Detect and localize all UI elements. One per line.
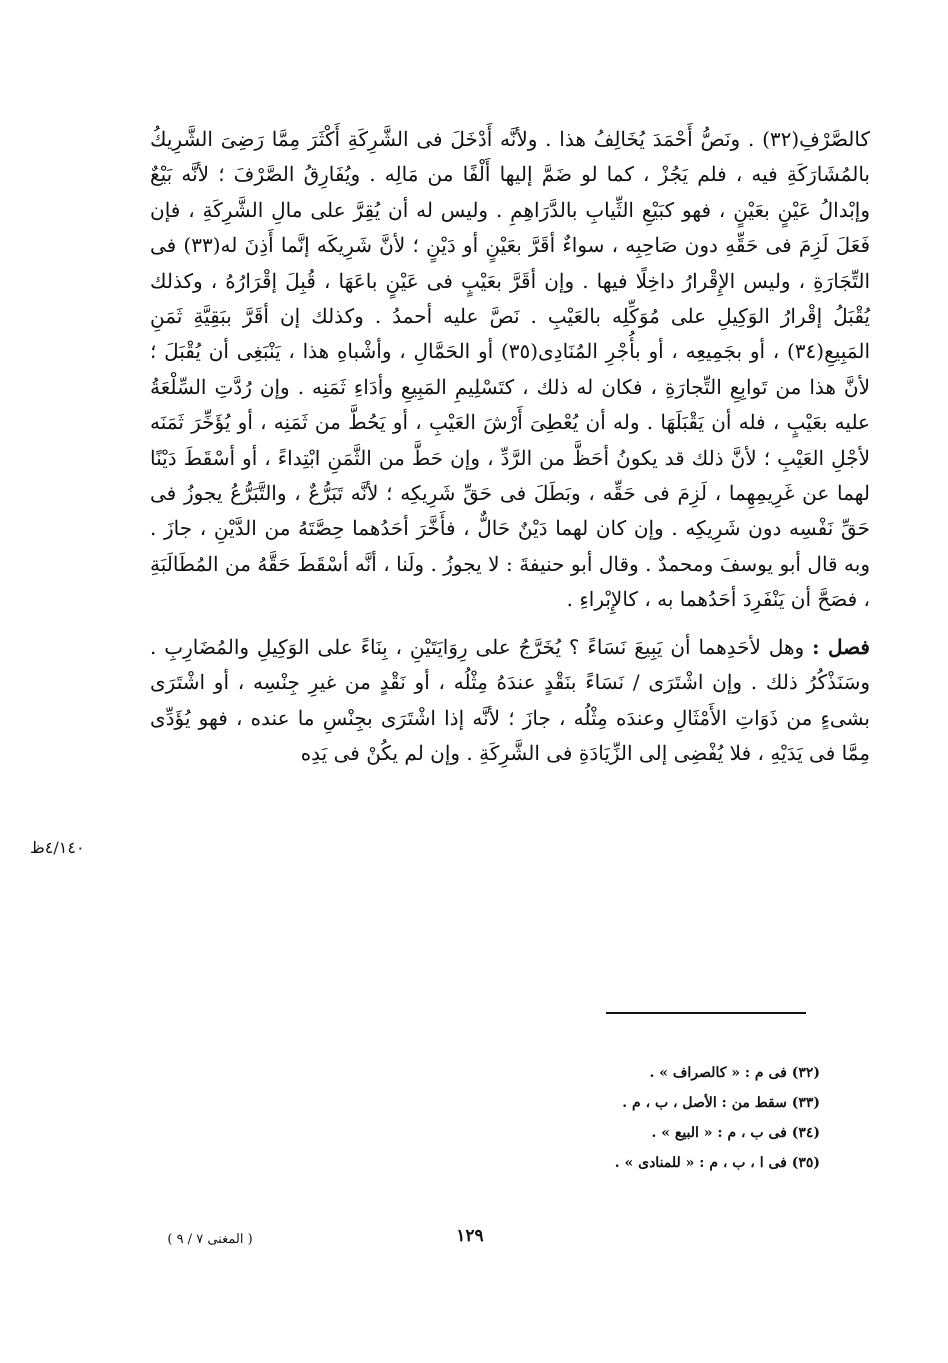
margin-reference: ٤/١٤٠ظ bbox=[30, 838, 85, 857]
paragraph-1: كالصَّرْفِ(٣٢) . ونَصُّ أَحْمَدَ يُخَالِفُ هذا . ولأنَّه أَدْخَلَ فى الشَّرِكَةِ أَكْثَرَ مِمَّا رَضِىَ الشَّرِيكُ بالمُشَارَكَةِ فيه ، فلم يَجُزْ ، كما لو ضَمَّ إليها أَلْفًا من مَالِه . ويُفَارِقُ الصَّرْفَ ؛ لأنَّه بَيْعٌ وإبْدالُ عَيْنٍ بعَيْنٍ ، فهو كبَيْعِ الثِّيابِ بالدَّرَاهِمِ . وليس له أن يُقِرَّ على مالِ الشَّرِكَةِ ، فإن فَعَلَ لَزِمَ فى حَقِّهِ دون صَاحِبِه ، سواءٌ أقَرَّ بعَيْنٍ أو دَيْنٍ ؛ لأنَّ شَرِيكَه إنَّما أَذِنَ له(٣٣) فى التِّجَارَةِ ، وليس الإِقْرارُ داخِلًا فيها . وإن أقَرَّ بعَيْبٍ فى عَيْنٍ باعَهَا ، قُبِلَ إقْرَارُهُ ، وكذلك يُقْبَلُ إقْرارُ الوَكِيلِ على مُوَكِّلِه بالعَيْبِ . نَصَّ عليه أحمدُ . وكذلك إن أقَرَّ ببَقِيَّةِ ثَمَنِ المَبِيعِ(٣٤) ، أو بجَمِيعِه ، أو بأُجْرِ المُنَادِى(٣٥) أو الحَمَّالِ ، وأشْباهِ هذا ، يَنْبَغِى أن يُقْبَلَ ؛ لأنَّ هذا من تَوابِعِ التِّجارَةِ ، فكان له ذلك ، كتَسْلِيمِ المَبِيعِ وأدَاءِ ثَمَنِه . وإن رُدَّتِ السِّلْعَةُ عليه بعَيْبٍ ، فله أن يَقْبَلَهَا . وله أن يُعْطِىَ أَرْشَ العَيْبِ ، أو يَحُطَّ من ثَمَنِه ، أو يُؤَخِّرَ ثَمَنَه لأجْلِ العَيْبِ ؛ لأنَّ ذلك قد يكونُ أحَظَّ من الرَّدِّ ، وإن حَطَّ من الثَّمَنِ ابْتِداءً ، أو أسْقَطَ دَيْنًا لهما عن غَرِيمِهِما ، لَزِمَ فى حَقِّه ، وبَطَلَ فى حَقِّ شَرِيكِه ؛ لأنَّه تَبَرُّعٌ ، والتَّبَرُّعُ يجوزُ فى حَقِّ نَفْسِه دون شَرِيكِه . وإن كان لهما دَيْنٌ حَالٌّ ، فأَخَّرَ أحَدُهما حِصَّتَهُ من الدَّيْنِ ، جازَ . وبه قال أبو يوسفَ ومحمدٌ . وقال أبو حنيفةَ : لا يجوزُ . ولَنا ، أنَّه أسْقَطَ حَقَّهُ من المُطَالَبَةِ ، فصَحَّ أن يَنْفَرِدَ أحَدُهما به ، كالإِبْراءِ . bbox=[150, 127, 871, 612]
footnote-item: (٣٤) فى ب ، م : « البيع » . bbox=[651, 1125, 820, 1141]
paragraph-2-text: وهل لأحَدِهما أن يَبِيعَ نَسَاءً ؟ يُخَرَّجُ على رِوَايَتَيْنِ ، بِنَاءً على الوَكِيلِ والمُضَارِبِ . وسَنَذْكُرُ ذلك . وإن اشْتَرَى / نَسَاءً بنَقْدٍ عندَهُ مِثْلُه ، أو نَقْدٍ من غيرِ جِنْسِه ، أو اشْتَرَى بشىءٍ من ذَوَاتِ الأَمْثَالِ وعندَه مِثْلُه ، جازَ ؛ لأنَّه إذا اشْتَرَى بجِنْسِ ما عنده ، فهو يُؤَدِّى مِمَّا فى يَدَيْهِ ، فلا يُفْضِى إلى الزِّيَادَةِ فى الشَّرِكَةِ . وإن لم يكُنْ فى يَدِه bbox=[150, 634, 870, 765]
paragraph-2 bbox=[150, 630, 870, 772]
book-signature: ( المغنى ٧ / ٩ ) bbox=[167, 1232, 253, 1247]
section-heading: فصل : bbox=[812, 634, 870, 659]
footnote-item: (٣٥) فى ا ، ب ، م : « للمنادى » . bbox=[614, 1155, 820, 1171]
footnote-separator bbox=[606, 1012, 806, 1014]
main-text bbox=[150, 122, 870, 771]
footnote-item: (٣٢) فى م : « كالصراف » . bbox=[649, 1065, 820, 1081]
footnote-item: (٣٣) سقط من : الأصل ، ب ، م . bbox=[622, 1095, 820, 1111]
page-number: ١٢٩ bbox=[456, 1226, 484, 1246]
footnotes-list bbox=[400, 1058, 820, 1178]
